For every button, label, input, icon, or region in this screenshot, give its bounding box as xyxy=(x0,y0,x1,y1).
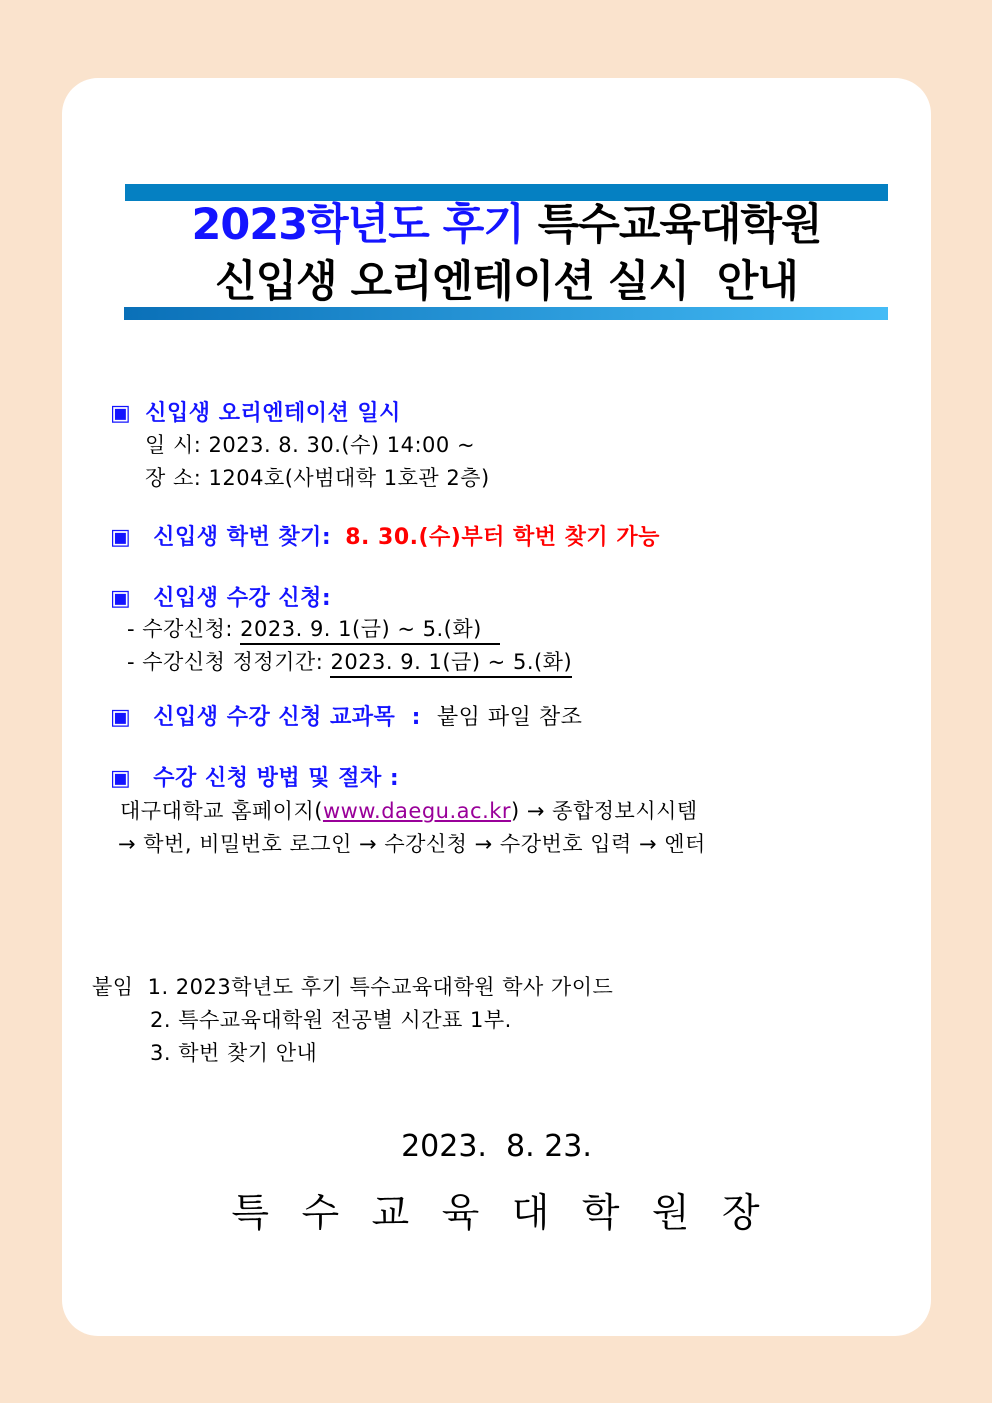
header-gradient-bar xyxy=(124,307,888,320)
attachment-item: 3. 학번 찾기 안내 xyxy=(150,1041,318,1065)
signature-dean-title: 특 수 교 육 대 학 원 장 xyxy=(231,1191,762,1236)
notice-title-line2: 신입생 오리엔테이션 실시 안내 xyxy=(215,257,798,307)
section-method-heading xyxy=(110,768,399,790)
method-line1-suffix: ) → 종합정보시시템 xyxy=(511,799,698,823)
student-id-highlight-text: 8. 30.(수)부터 학번 찾기 가능 xyxy=(345,525,660,550)
registration-revision-line xyxy=(127,652,572,673)
section-bullet-icon: ▣ xyxy=(110,525,132,550)
notice-card xyxy=(62,78,931,1336)
section-student-id-title: 신입생 학번 찾기: xyxy=(153,525,332,550)
method-line1-prefix: 대구대학교 홈페이지( xyxy=(120,799,323,823)
courses-reference-value: 붙임 파일 참조 xyxy=(436,705,583,730)
section-method-title: 수강 신청 방법 및 절차 : xyxy=(153,766,400,791)
section-bullet-icon: ▣ xyxy=(110,766,132,791)
orientation-place-line xyxy=(145,468,490,489)
section-student-id-heading xyxy=(110,527,660,549)
notice-date: 2023. 8. 23. xyxy=(401,1129,592,1164)
attachment-line-1 xyxy=(92,977,613,998)
notice-title-year-term: 2023학년도 후기 xyxy=(191,200,524,250)
orientation-place-label: 장 소: xyxy=(145,466,202,490)
method-step-line1 xyxy=(120,801,698,822)
registration-period-line xyxy=(127,619,500,640)
attachment-item: 1. 2023학년도 후기 특수교육대학원 학사 가이드 xyxy=(147,975,614,999)
daegu-university-link[interactable]: www.daegu.ac.kr xyxy=(322,799,512,823)
header-top-bar xyxy=(125,184,888,201)
section-courses-title: 신입생 수강 신청 교과목 : xyxy=(153,705,421,730)
section-orientation-title: 신입생 오리엔테이션 일시 xyxy=(145,401,401,426)
attachment-label: 붙임 xyxy=(92,975,134,999)
section-courses-heading xyxy=(110,707,582,729)
section-registration-title: 신입생 수강 신청: xyxy=(153,586,332,611)
section-orientation-heading xyxy=(110,403,401,425)
registration-revision-label: - 수강신청 정정기간: xyxy=(127,650,331,674)
attachment-line-2 xyxy=(150,1010,512,1031)
orientation-datetime-label: 일 시: xyxy=(145,433,202,457)
orientation-datetime-line xyxy=(145,435,475,456)
notice-title-school: 특수교육대학원 xyxy=(523,200,822,250)
notice-title-line1 xyxy=(125,200,888,250)
orientation-datetime-value: 2023. 8. 30.(수) 14:00 ~ xyxy=(201,433,476,457)
registration-revision-value: 2023. 9. 1(금) ~ 5.(화) xyxy=(330,650,572,678)
section-bullet-icon: ▣ xyxy=(110,401,132,426)
section-bullet-icon: ▣ xyxy=(110,586,132,611)
registration-period-label: - 수강신청: xyxy=(127,617,241,641)
registration-period-value: 2023. 9. 1(금) ~ 5.(화) xyxy=(240,617,500,645)
orientation-place-value: 1204호(사범대학 1호관 2층) xyxy=(201,466,490,490)
section-bullet-icon: ▣ xyxy=(110,705,132,730)
attachment-line-3 xyxy=(150,1043,317,1064)
method-step-line2: → 학번, 비밀번호 로그인 → 수강신청 → 수강번호 입력 → 엔터 xyxy=(118,832,706,856)
section-registration-heading xyxy=(110,588,331,610)
attachment-item: 2. 특수교육대학원 전공별 시간표 1부. xyxy=(150,1008,512,1032)
